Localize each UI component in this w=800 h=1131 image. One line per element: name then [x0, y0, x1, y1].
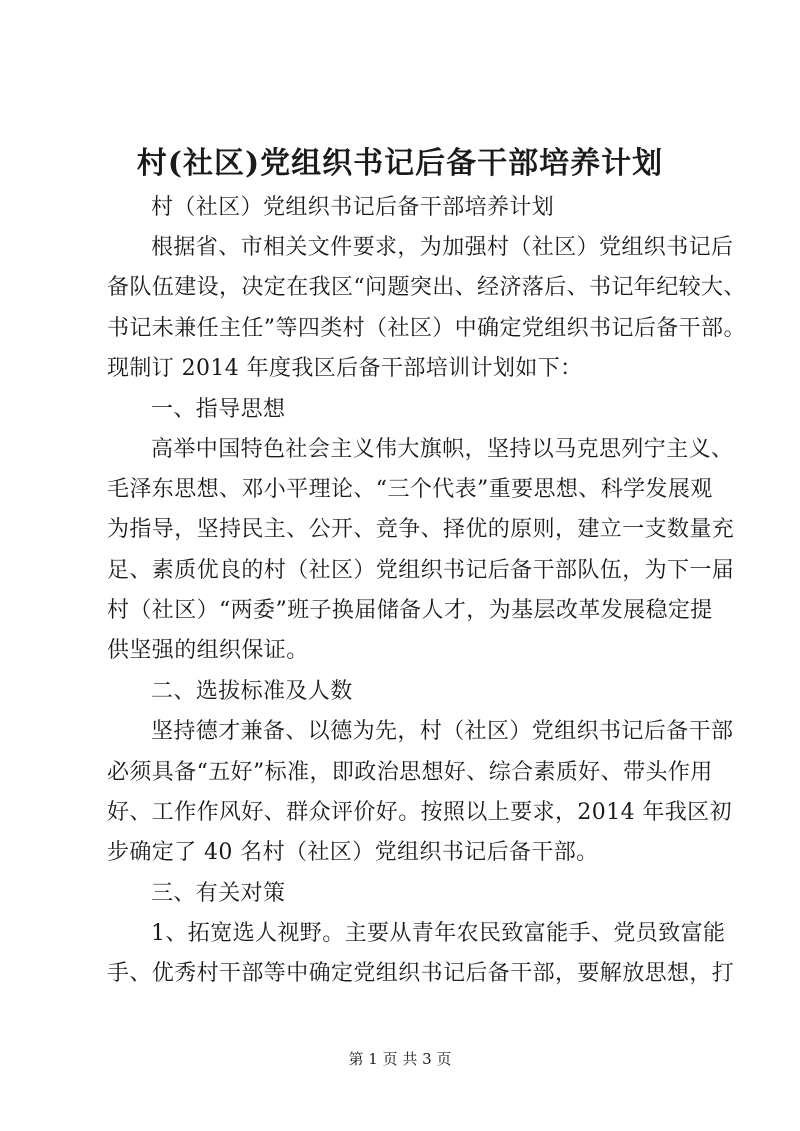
paragraph-line: 为指导，坚持民主、公开、竞争、择优的原则，建立一支数量充: [107, 517, 735, 542]
paragraph-line: 村（社区）“两委”班子换届储备人才，为基层改革发展稳定提: [107, 598, 713, 623]
page-footer: 第 1 页 共 3 页: [348, 1050, 452, 1068]
paragraph-line: 备队伍建设，决定在我区“问题突出、经济落后、书记年纪较大、: [107, 275, 746, 300]
section-heading: 三、有关对策: [151, 881, 286, 906]
paragraph-line: 必须具备“五好”标准，即政治思想好、综合素质好、带头作用: [107, 760, 713, 785]
paragraph-line: 坚持德才兼备、以德为先，村（社区）党组织书记后备干部: [151, 719, 734, 744]
paragraph-line: 村（社区）党组织书记后备干部培养计划: [151, 195, 555, 220]
paragraph-line: 足、素质优良的村（社区）党组织书记后备干部队伍，为下一届: [107, 558, 735, 583]
document-title: 村(社区)党组织书记后备干部培养计划: [136, 146, 664, 181]
paragraph-line: 供坚强的组织保证。: [107, 638, 309, 663]
paragraph-line: 书记未兼任主任”等四类村（社区）中确定党组织书记后备干部。: [107, 316, 746, 341]
paragraph-line: 根据省、市相关文件要求，为加强村（社区）党组织书记后: [151, 235, 734, 260]
paragraph-line: 好、工作作风好、群众评价好。按照以上要求，2014 年我区初: [107, 800, 732, 825]
section-heading: 一、指导思想: [151, 397, 286, 422]
paragraph-line: 现制订 2014 年度我区后备干部培训计划如下：: [107, 356, 583, 381]
paragraph-line: 手、优秀村干部等中确定党组织书记后备干部，要解放思想，打: [107, 961, 735, 986]
paragraph-line: 1、拓宽选人视野。主要从青年农民致富能手、党员致富能: [151, 921, 726, 946]
paragraph-line: 高举中国特色社会主义伟大旗帜，坚持以马克思列宁主义、: [151, 437, 734, 462]
paragraph-line: 毛泽东思想、邓小平理论、“三个代表”重要思想、科学发展观: [107, 477, 713, 502]
paragraph-line: 步确定了 40 名村（社区）党组织书记后备干部。: [107, 840, 599, 865]
section-heading: 二、选拔标准及人数: [151, 679, 353, 704]
